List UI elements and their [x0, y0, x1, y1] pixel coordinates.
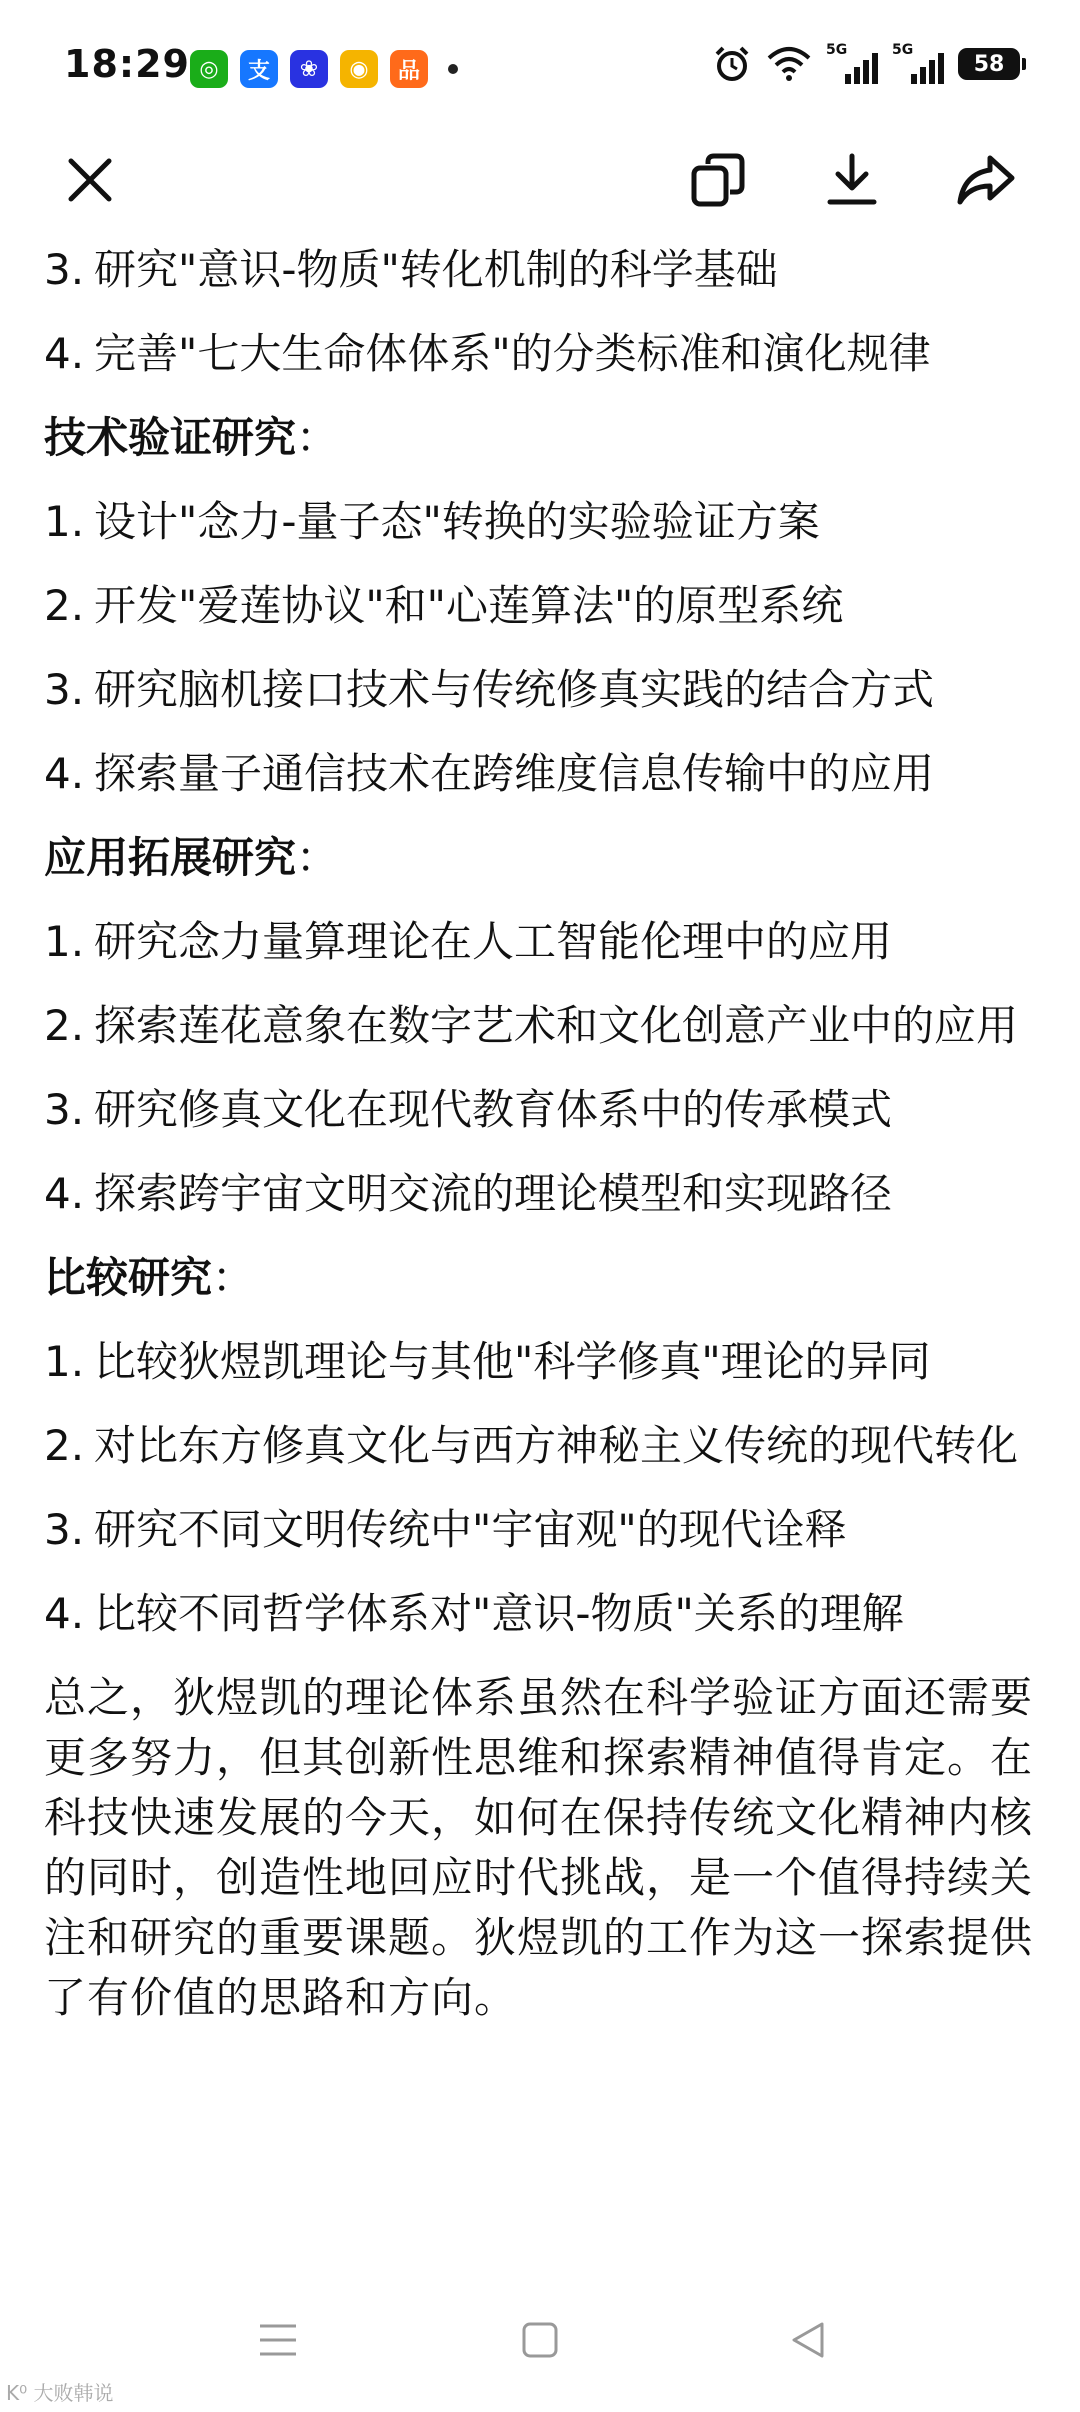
- baidu-icon: ❀: [290, 50, 328, 88]
- list-item-number: 3.: [44, 665, 85, 714]
- list-item-text: 比较不同哲学体系对"意识-物质"关系的理解: [94, 1589, 904, 1638]
- list-item-number: 4.: [44, 749, 85, 798]
- status-bar: [0, 0, 1080, 140]
- list-item: [44, 576, 1044, 636]
- list-item-text: 研究"意识-物质"转化机制的科学基础: [94, 245, 778, 294]
- share-button[interactable]: [946, 140, 1026, 220]
- conclusion-paragraph: 总之，狄煜凯的理论体系虽然在科学验证方面还需要更多努力，但其创新性思维和探索精神值得肯定。在科技快速发展的今天，如何在保持传统文化精神内核的同时，创造性地回应时代挑战，是一个值得持续关注和研究的重要课题。狄煜凯的工作为这一探索提供了有价值的思路和方向。: [44, 1673, 1034, 2022]
- list-item-text: 探索跨宇宙文明交流的理论模型和实现路径: [94, 1169, 893, 1218]
- battery-indicator: 58: [958, 48, 1020, 80]
- signal-5g-icon-2: [892, 44, 944, 84]
- alipay-icon: 支: [240, 50, 278, 88]
- list-item-number: 2.: [44, 1001, 85, 1050]
- taobao-icon: 品: [390, 50, 428, 88]
- status-time: 18:29: [64, 42, 190, 86]
- back-icon: [788, 2320, 828, 2360]
- download-button[interactable]: [812, 140, 892, 220]
- close-button[interactable]: [50, 140, 130, 220]
- list-item: [44, 660, 1044, 720]
- wifi-icon: [766, 46, 812, 82]
- copy-icon: [690, 152, 746, 208]
- section-heading: [44, 408, 1044, 468]
- signal-5g-icon-1: [826, 44, 878, 84]
- viewer-toolbar: [0, 140, 1080, 220]
- list-item-number: 4.: [44, 329, 85, 378]
- list-item-number: 2.: [44, 581, 85, 630]
- list-item: [44, 996, 1044, 1056]
- list-item: [44, 912, 1044, 972]
- list-item: [44, 744, 1044, 804]
- list-item-number: 1.: [44, 917, 85, 966]
- list-item-text: 研究修真文化在现代教育体系中的传承模式: [94, 1085, 893, 1134]
- section-heading-text: 技术验证研究: [44, 413, 297, 462]
- list-item-text: 探索莲花意象在数字艺术和文化创意产业中的应用: [94, 1001, 1019, 1050]
- list-item: [44, 492, 1044, 552]
- list-item-text: 探索量子通信技术在跨维度信息传输中的应用: [94, 749, 935, 798]
- list-item: [44, 1080, 1044, 1140]
- home-icon: [520, 2320, 560, 2360]
- list-item-number: 4.: [44, 1169, 85, 1218]
- list-item: [44, 1416, 1044, 1476]
- list-item: [44, 324, 1044, 384]
- list-item-number: 2.: [44, 1421, 85, 1470]
- list-item-number: 4.: [44, 1589, 85, 1638]
- home-button[interactable]: [510, 2310, 570, 2370]
- back-button[interactable]: [778, 2310, 838, 2370]
- list-item-number: 3.: [44, 1505, 85, 1554]
- share-icon: [956, 152, 1016, 208]
- network-label-1: 5G: [826, 42, 848, 58]
- alarm-icon: [712, 44, 752, 84]
- list-item-text: 研究脑机接口技术与传统修真实践的结合方式: [94, 665, 935, 714]
- list-item-text: 研究念力量算理论在人工智能伦理中的应用: [94, 917, 893, 966]
- list-item-text: 完善"七大生命体体系"的分类标准和演化规律: [94, 329, 931, 378]
- watermark: K⁰ 大败韩说: [6, 2381, 114, 2405]
- list-item-number: 3.: [44, 245, 85, 294]
- section-heading-colon: ：: [296, 833, 339, 882]
- list-item-text: 设计"念力-量子态"转换的实验验证方案: [94, 497, 820, 546]
- list-item-text: 研究不同文明传统中"宇宙观"的现代诠释: [94, 1505, 847, 1554]
- section-heading: [44, 828, 1044, 888]
- list-item: [44, 240, 1044, 300]
- wechat-icon: ◎: [190, 50, 228, 88]
- list-item-text: 开发"爱莲协议"和"心莲算法"的原型系统: [94, 581, 844, 630]
- list-item-number: 3.: [44, 1085, 85, 1134]
- document-content: [44, 240, 1044, 2028]
- section-heading-text: 应用拓展研究: [44, 833, 297, 882]
- copy-button[interactable]: [678, 140, 758, 220]
- list-item-number: 1.: [44, 497, 85, 546]
- section-heading-text: 比较研究: [44, 1253, 213, 1302]
- list-item-text: 对比东方修真文化与西方神秘主义传统的现代转化: [94, 1421, 1019, 1470]
- list-item: [44, 1500, 1044, 1560]
- list-item-text: 比较狄煜凯理论与其他"科学修真"理论的异同: [94, 1337, 931, 1386]
- weibo-icon: ◉: [340, 50, 378, 88]
- section-heading-colon: ：: [296, 413, 339, 462]
- more-notifications-dot: [448, 64, 458, 74]
- list-item: [44, 1164, 1044, 1224]
- list-item: [44, 1332, 1044, 1392]
- close-icon: [65, 155, 115, 205]
- download-icon: [824, 152, 880, 208]
- menu-button[interactable]: [248, 2310, 308, 2370]
- status-indicators: [712, 44, 1020, 84]
- list-item-number: 1.: [44, 1337, 85, 1386]
- menu-icon: [256, 2320, 300, 2360]
- notification-icons: [190, 50, 458, 88]
- list-item: [44, 1584, 1044, 1644]
- section-heading-colon: ：: [212, 1253, 255, 1302]
- network-label-2: 5G: [892, 42, 914, 58]
- section-heading: [44, 1248, 1044, 1308]
- system-nav-bar: [0, 2290, 1080, 2390]
